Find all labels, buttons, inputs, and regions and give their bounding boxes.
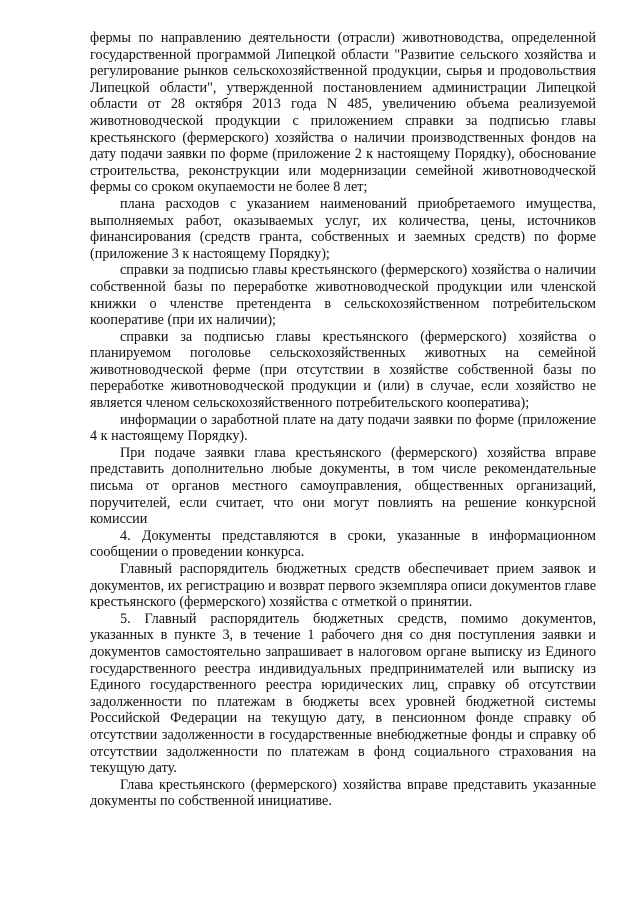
paragraph-item-5: 5. Главный распорядитель бюджетных средств, помимо документов, указанных в пункте 3, в течение 1 рабочего дня со дня поступления заявки и документов самостоятельно запрашивает в налоговом органе выписку из Единого государственного реестра индивидуальных предпринимателей или выписку из Единого государственного реестра юридических лиц, справку об отсутствии задолженности по платежам в бюджеты всех уровней бюджетной системы Российской Федерации на текущую дату, в пенсионном фонде справку об отсутствии задолженности в государственные внебюджетные фонды и справку об отсутствии задолженности по платежам в фонд социального страхования на текущую дату.: [90, 610, 596, 777]
paragraph-farm-direction: фермы по направлению деятельности (отрасли) животноводства, определенной государственной программой Липецкой области "Развитие сельского хозяйства и регулирование рынков сельскохозяйственной продукции, сырья и продовольствия Липецкой области", утвержденной постановлением администрации Липецкой области от 28 октября 2013 года N 485, увеличению объема реализуемой животноводческой продукции с приложением справки за подписью главы крестьянского (фермерского) хозяйства о наличии производственных фондов на дату подачи заявки по форме (приложение 2 к настоящему Порядку), обоснование строительства, реконструкции или модернизации семейной животноводческой фермы со сроком окупаемости не более 8 лет;: [90, 30, 596, 196]
paragraph-processing-base: справки за подписью главы крестьянского (фермерского) хозяйства о наличии собственной базы по переработке животноводческой продукции или членской книжки о членстве претендента в сельскохозяйственном потребительском кооперативе (при их наличии);: [90, 262, 596, 329]
paragraph-livestock-count: справки за подписью главы крестьянского (фермерского) хозяйства о планируемом поголовье сельскохозяйственных животных на семейной животноводческой ферме (при отсутствии в хозяйстве собственной базы по переработке животноводческой продукции и (или) в случае, если хозяйство не является членом сельскохозяйственного потребительского кооператива);: [90, 328, 596, 412]
paragraph-salary-info: информации о заработной плате на дату подачи заявки по форме (приложение 4 к настоящему Порядку).: [90, 411, 596, 445]
paragraph-registration: Главный распорядитель бюджетных средств обеспечивает прием заявок и документов, их регистрацию и возврат первого экземпляра описи документов главе крестьянского (фермерского) хозяйства с отметкой о принятии.: [90, 561, 596, 611]
paragraph-additional-docs: При подаче заявки глава крестьянского (фермерского) хозяйства вправе представить дополнительно любые документы, в том числе рекомендательные письма от органов местного самоуправления, общественных организаций, поручителей, если считает, что они могут повлиять на решение конкурсной комиссии: [90, 444, 596, 528]
document-page: [90, 30, 596, 810]
paragraph-own-initiative: Глава крестьянского (фермерского) хозяйства вправе представить указанные документы по собственной инициативе.: [90, 776, 596, 810]
paragraph-item-4: 4. Документы представляются в сроки, указанные в информационном сообщении о проведении конкурса.: [90, 527, 596, 561]
paragraph-expense-plan: плана расходов с указанием наименований приобретаемого имущества, выполняемых работ, оказываемых услуг, их количества, цены, источников финансирования (средств гранта, собственных и заемных средств) по форме (приложение 3 к настоящему Порядку);: [90, 195, 596, 262]
